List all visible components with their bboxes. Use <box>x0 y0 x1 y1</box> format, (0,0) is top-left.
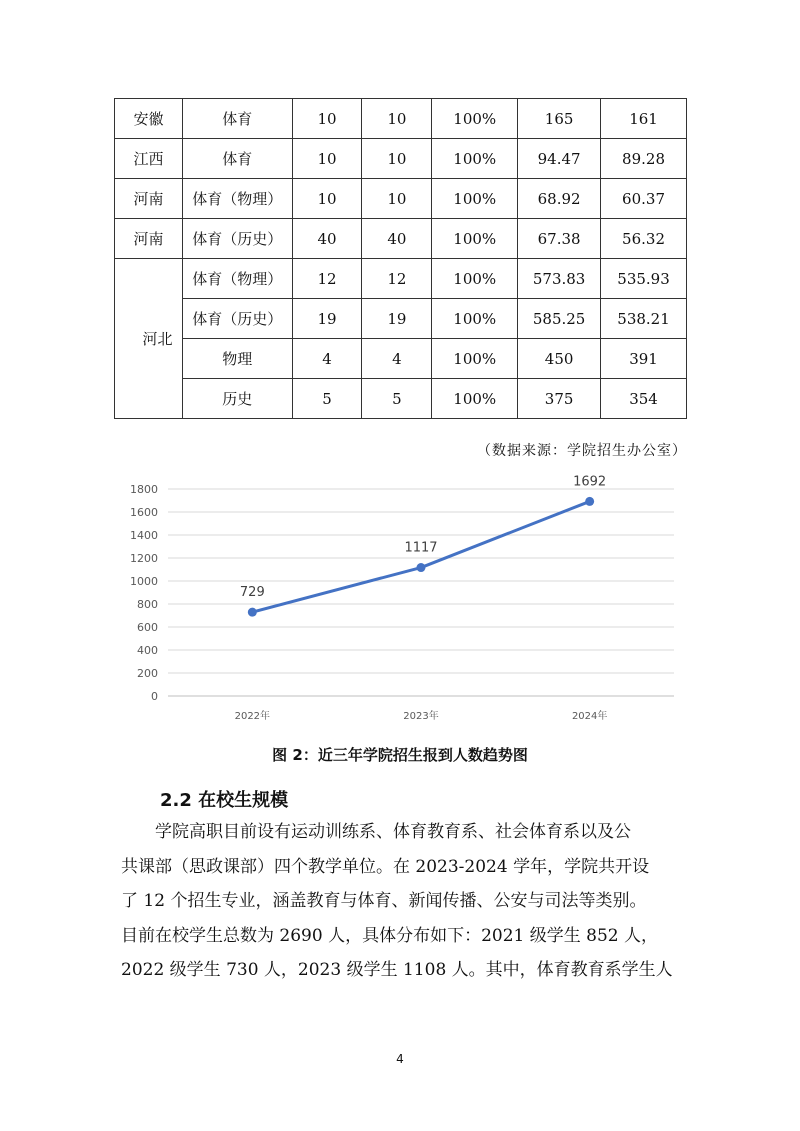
major-cell: 体育（历史） <box>182 299 292 339</box>
min-score-cell: 60.37 <box>601 179 687 219</box>
y-tick-label: 0 <box>151 690 158 703</box>
plan-cell: 10 <box>292 99 362 139</box>
data-point <box>417 563 426 572</box>
paragraph-line: 目前在校学生总数为 2690 人，具体分布如下：2021 级学生 852 人， <box>121 925 658 946</box>
y-tick-label: 1200 <box>130 552 158 565</box>
table-row <box>115 299 687 339</box>
min-score-cell: 161 <box>601 99 687 139</box>
max-score-cell: 450 <box>518 339 601 379</box>
min-score-cell: 354 <box>601 379 687 419</box>
chart-svg <box>114 468 687 730</box>
plan-cell: 10 <box>292 179 362 219</box>
major-cell: 体育 <box>182 99 292 139</box>
paragraph-line: 共课部（思政课部）四个教学单位。在 2023-2024 学年，学院共开设 <box>121 856 650 877</box>
province-cell: 河南 <box>115 219 183 259</box>
major-cell: 体育 <box>182 139 292 179</box>
enrolled-cell: 19 <box>362 299 432 339</box>
y-tick-label: 800 <box>137 598 158 611</box>
table-row <box>115 179 687 219</box>
paragraph-line: 学院高职目前设有运动训练系、体育教育系、社会体育系以及公 <box>155 822 631 842</box>
province-cell: 河北 <box>115 259 183 419</box>
max-score-cell: 67.38 <box>518 219 601 259</box>
y-tick-label: 1000 <box>130 575 158 588</box>
y-tick-label: 600 <box>137 621 158 634</box>
rate-cell: 100% <box>432 379 518 419</box>
plan-cell: 19 <box>292 299 362 339</box>
rate-cell: 100% <box>432 219 518 259</box>
enrollment-table <box>114 98 687 419</box>
plan-cell: 10 <box>292 139 362 179</box>
enrolled-cell: 10 <box>362 179 432 219</box>
section-title: 2.2 在校生规模 <box>160 790 289 811</box>
data-label: 729 <box>239 585 265 601</box>
x-tick-label: 2022年 <box>234 711 271 722</box>
enrolled-cell: 12 <box>362 259 432 299</box>
table-row <box>115 259 687 299</box>
rate-cell: 100% <box>432 259 518 299</box>
table-row <box>115 379 687 419</box>
enrolled-cell: 4 <box>362 339 432 379</box>
major-cell: 体育（物理） <box>182 259 292 299</box>
source-note: （数据来源：学院招生办公室） <box>477 443 687 459</box>
x-tick-label: 2023年 <box>403 711 439 722</box>
y-tick-label: 1600 <box>130 506 158 519</box>
table-row <box>115 99 687 139</box>
rate-cell: 100% <box>432 299 518 339</box>
min-score-cell: 89.28 <box>601 139 687 179</box>
data-label: 1692 <box>573 474 607 490</box>
table-row <box>115 139 687 179</box>
enrolled-cell: 10 <box>362 139 432 179</box>
max-score-cell: 375 <box>518 379 601 419</box>
body-paragraph <box>121 815 686 988</box>
max-score-cell: 94.47 <box>518 139 601 179</box>
y-tick-label: 1800 <box>130 483 158 496</box>
max-score-cell: 585.25 <box>518 299 601 339</box>
enrolled-cell: 40 <box>362 219 432 259</box>
max-score-cell: 68.92 <box>518 179 601 219</box>
major-cell: 体育（历史） <box>182 219 292 259</box>
data-point <box>585 497 594 506</box>
min-score-cell: 391 <box>601 339 687 379</box>
min-score-cell: 56.32 <box>601 219 687 259</box>
data-point <box>248 608 257 617</box>
major-cell: 体育（物理） <box>182 179 292 219</box>
province-cell: 河南 <box>115 179 183 219</box>
enrolled-cell: 10 <box>362 99 432 139</box>
min-score-cell: 538.21 <box>601 299 687 339</box>
table-row <box>115 219 687 259</box>
plan-cell: 4 <box>292 339 362 379</box>
plan-cell: 12 <box>292 259 362 299</box>
rate-cell: 100% <box>432 139 518 179</box>
enrollment-trend-chart <box>114 468 687 730</box>
y-tick-label: 400 <box>137 644 158 657</box>
province-cell: 安徽 <box>115 99 183 139</box>
rate-cell: 100% <box>432 179 518 219</box>
series-line <box>252 501 589 612</box>
rate-cell: 100% <box>432 99 518 139</box>
page-number: 4 <box>396 1052 404 1066</box>
paragraph-line: 2022 级学生 730 人，2023 级学生 1108 人。其中，体育教育系学生人 <box>121 960 673 980</box>
major-cell: 历史 <box>182 379 292 419</box>
rate-cell: 100% <box>432 339 518 379</box>
min-score-cell: 535.93 <box>601 259 687 299</box>
plan-cell: 5 <box>292 379 362 419</box>
table-row <box>115 339 687 379</box>
paragraph-line: 了 12 个招生专业，涵盖教育与体育、新闻传播、公安与司法等类别。 <box>121 891 647 911</box>
figure-caption: 图 2：近三年学院招生报到人数趋势图 <box>272 746 528 764</box>
y-tick-label: 200 <box>137 667 158 680</box>
province-cell: 江西 <box>115 139 183 179</box>
enrolled-cell: 5 <box>362 379 432 419</box>
plan-cell: 40 <box>292 219 362 259</box>
max-score-cell: 165 <box>518 99 601 139</box>
max-score-cell: 573.83 <box>518 259 601 299</box>
y-tick-label: 1400 <box>130 529 158 542</box>
major-cell: 物理 <box>182 339 292 379</box>
x-tick-label: 2024年 <box>571 711 608 722</box>
data-label: 1117 <box>404 540 438 556</box>
